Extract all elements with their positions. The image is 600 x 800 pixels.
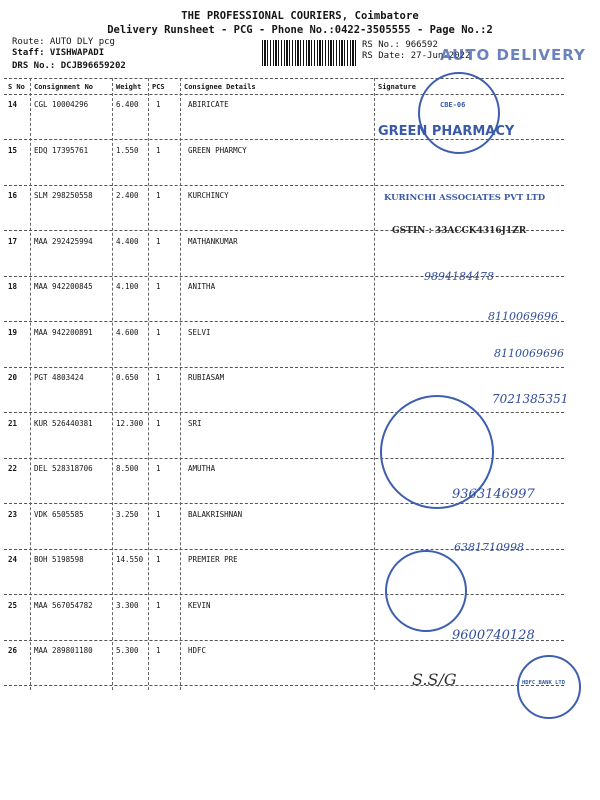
cell-weight: 4.100 xyxy=(116,282,139,291)
cell-weight: 2.400 xyxy=(116,191,139,200)
hdfc-circle-stamp xyxy=(517,655,581,719)
col-weight: Weight xyxy=(116,83,142,91)
cell-weight: 6.400 xyxy=(116,100,139,109)
phone-signature-18: 9894184478 xyxy=(424,270,494,283)
cell-pcs: 1 xyxy=(156,646,161,655)
cell-pcs: 1 xyxy=(156,191,161,200)
cell-weight: 0.650 xyxy=(116,373,139,382)
cell-sno: 18 xyxy=(8,282,18,291)
cell-sno: 15 xyxy=(8,145,18,155)
cell-pcs: 1 xyxy=(156,100,161,109)
cell-pcs: 1 xyxy=(156,236,161,246)
barcode xyxy=(262,40,357,66)
cell-pcs: 1 xyxy=(156,418,161,428)
phone-signature-23: 6381710998 xyxy=(454,541,524,554)
runsheet-title: THE PROFESSIONAL COURIERS, Coimbatore xyxy=(181,10,419,22)
cell-sno: 26 xyxy=(8,646,18,655)
cell-consignment: KUR 526440381 xyxy=(34,418,93,428)
cell-consignee: BALAKRISHNAN xyxy=(188,509,243,519)
col-divider xyxy=(180,78,181,690)
engineering-circle-stamp xyxy=(418,72,500,154)
phone-signature-20: 7021385351 xyxy=(492,392,569,406)
runsheet-subtitle: Delivery Runsheet - PCG - Phone No.:0422-3505555 - Page No.:2 xyxy=(107,24,493,36)
cell-weight: 14.550 xyxy=(116,555,144,564)
phone-signature-19b: 8110069696 xyxy=(494,347,564,360)
phone-signature-19a: 8110069696 xyxy=(488,310,558,323)
kurinchi-stamp: KURINCHI ASSOCIATES PVT LTD xyxy=(384,193,546,203)
drs-number: DRS No.: DCJB96659202 xyxy=(12,61,126,71)
table-row-rule xyxy=(4,185,564,186)
cell-consignment: SLM 298250558 xyxy=(34,191,93,200)
cell-sno: 22 xyxy=(8,464,18,473)
phone-signature-25: 9600740128 xyxy=(452,628,535,643)
cell-consignee: ANITHA xyxy=(188,282,216,291)
cell-consignment: MAA 942200891 xyxy=(34,327,93,337)
cell-consignment: EDQ 17395761 xyxy=(34,145,89,155)
cell-weight: 8.500 xyxy=(116,464,139,473)
table-row-rule xyxy=(4,594,564,595)
table-row-rule xyxy=(4,321,564,322)
cell-consignee: KEVIN xyxy=(188,600,211,610)
gstin-stamp: GSTIN : 33ACCK4316J1ZR xyxy=(392,226,527,236)
cell-consignment: CGL 10004296 xyxy=(34,100,89,109)
cell-weight: 12.300 xyxy=(116,418,144,428)
cell-sno: 20 xyxy=(8,373,18,382)
cell-sno: 14 xyxy=(8,100,18,109)
staff-label: Staff: VISHWAPADI xyxy=(12,48,105,58)
cell-weight: 4.400 xyxy=(116,236,139,246)
cell-sno: 17 xyxy=(8,236,18,246)
cell-consignment: MAA 292425994 xyxy=(34,236,93,246)
cell-weight: 5.300 xyxy=(116,646,139,655)
signature-26: S.S/G xyxy=(412,670,457,689)
cell-consignee: ABIRICATE xyxy=(188,100,229,109)
cell-sno: 19 xyxy=(8,327,18,337)
cell-pcs: 1 xyxy=(156,327,161,337)
cell-consignment: MAA 289801180 xyxy=(34,646,93,655)
table-row-rule xyxy=(4,685,564,686)
auto-delivery-stamp: AUTO DELIVERY xyxy=(440,46,586,64)
cell-pcs: 1 xyxy=(156,373,161,382)
rs-number: RS No.: 966592 xyxy=(362,40,438,50)
hdfc-stamp-text: HDFC BANK LTD xyxy=(522,680,566,686)
green-pharmacy-stamp: GREEN PHARMACY xyxy=(378,124,515,139)
cell-consignee: AMUTHA xyxy=(188,464,216,473)
cell-consignment: DEL 528318706 xyxy=(34,464,93,473)
cell-consignee: KURCHINCY xyxy=(188,191,229,200)
col-sno: S No xyxy=(8,83,25,91)
col-consignee: Consignee Details xyxy=(184,83,256,91)
cell-pcs: 1 xyxy=(156,464,161,473)
cell-consignee: GREEN PHARMCY xyxy=(188,145,247,155)
cell-sno: 25 xyxy=(8,600,18,610)
cell-pcs: 1 xyxy=(156,282,161,291)
cell-consignment: VDK 6505585 xyxy=(34,509,84,519)
rs-date: RS Date: 27-Jun-2022 xyxy=(362,51,471,61)
col-divider xyxy=(30,78,31,690)
cell-sno: 16 xyxy=(8,191,18,200)
cell-consignee: MATHANKUMAR xyxy=(188,236,238,246)
cell-sno: 21 xyxy=(8,418,18,428)
cell-weight: 3.300 xyxy=(116,600,139,610)
col-consignment: Consignment No xyxy=(34,83,94,91)
cell-consignment: BOH 5198598 xyxy=(34,555,84,564)
table-row-rule xyxy=(4,503,564,504)
cell-consignment: MAA 567054782 xyxy=(34,600,93,610)
cell-pcs: 1 xyxy=(156,600,161,610)
cell-weight: 3.250 xyxy=(116,509,139,519)
premier-circle-stamp xyxy=(385,550,467,632)
col-signature: Signature xyxy=(378,83,416,91)
col-pcs: PCS xyxy=(152,83,165,91)
cbe-stamp-text: CBE-06 xyxy=(440,101,466,109)
col-divider xyxy=(148,78,149,690)
cell-consignment: PGT 4803424 xyxy=(34,373,84,382)
cell-consignee: SRI xyxy=(188,418,202,428)
route-label: Route: AUTO DLY pcg xyxy=(12,37,115,47)
cell-sno: 24 xyxy=(8,555,18,564)
col-divider xyxy=(374,78,375,690)
cell-pcs: 1 xyxy=(156,555,161,564)
cell-consignee: PREMIER PRE xyxy=(188,555,238,564)
table-row-rule xyxy=(4,367,564,368)
cell-pcs: 1 xyxy=(156,145,161,155)
cell-sno: 23 xyxy=(8,509,18,519)
cell-consignee: SELVI xyxy=(188,327,211,337)
cell-weight: 1.550 xyxy=(116,145,139,155)
cell-consignment: MAA 942200845 xyxy=(34,282,93,291)
phone-signature-22: 9363146997 xyxy=(452,487,535,502)
cell-consignee: RUBIASAM xyxy=(188,373,225,382)
col-divider xyxy=(112,78,113,690)
cell-consignee: HDFC xyxy=(188,646,207,655)
cell-pcs: 1 xyxy=(156,509,161,519)
table-row-rule xyxy=(4,412,564,413)
cell-weight: 4.600 xyxy=(116,327,139,337)
